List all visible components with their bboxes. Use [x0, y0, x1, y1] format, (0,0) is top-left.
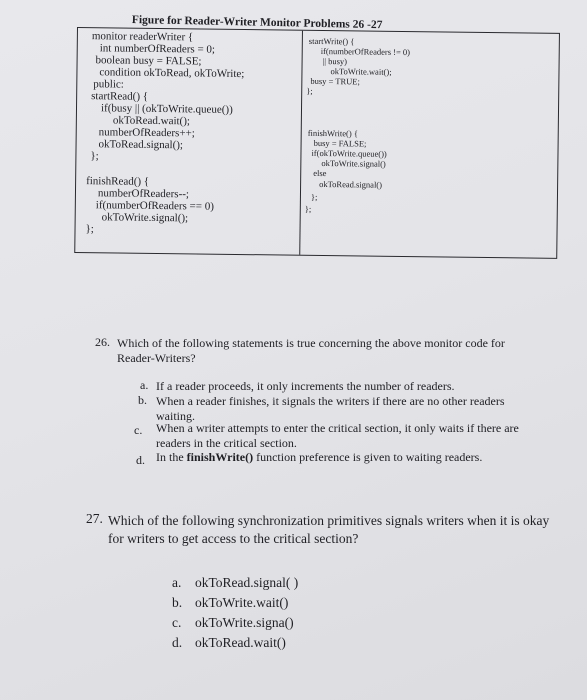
option-text [156, 451, 482, 463]
option-text-bold: finishWrite() [186, 450, 254, 464]
option-letter: d. [136, 453, 145, 467]
option-letter: b. [138, 393, 147, 407]
code-line: if(busy || (okToWrite.queue()) [100, 102, 233, 116]
code-line: int numberOfReaders = 0; [99, 42, 216, 56]
code-line: }; [306, 85, 313, 96]
code-line: boolean busy = FALSE; [95, 54, 202, 68]
option-letter: a. [172, 575, 182, 590]
code-line: finishWrite() { [307, 127, 359, 139]
option-text: When a reader finishes, it signals the writers if there are no other readers waiting. [156, 394, 505, 423]
code-line: numberOfReaders--; [97, 187, 190, 201]
code-line: }; [85, 223, 94, 236]
code-line: else [313, 167, 327, 179]
option-text-part: function preference is given to waiting readers. [253, 450, 483, 464]
monitor-code-figure [74, 27, 560, 259]
question-text: Which of the following synchronization primitives signals writers when it is okay for writers to get access to the critical section? [108, 513, 550, 546]
code-line: startWrite() { [308, 35, 355, 47]
code-line: okToWrite.signal(); [101, 211, 189, 225]
question-number: 27. [86, 511, 103, 526]
code-line: numberOfReaders++; [98, 126, 195, 140]
code-line: monitor readerWriter { [91, 30, 194, 44]
code-line: okToRead.signal(); [98, 138, 184, 152]
code-line: condition okToRead, okToWrite; [99, 66, 245, 81]
code-line: }; [310, 191, 318, 202]
code-line: }; [90, 150, 99, 163]
option-text: okToRead.wait() [195, 635, 286, 650]
code-line: public: [93, 78, 124, 91]
code-line: startRead() { [91, 90, 149, 103]
code-line: || busy) [322, 56, 348, 67]
question-number: 26. [95, 335, 110, 349]
option-letter: c. [172, 615, 182, 630]
option-text: When a writer attempts to enter the critical section, it only waits if there are readers in the critical section. [156, 421, 519, 450]
option-text: okToWrite.wait() [195, 595, 289, 610]
code-line: finishRead() { [86, 175, 150, 188]
code-line: busy = FALSE; [313, 137, 367, 149]
code-line: busy = TRUE; [310, 75, 360, 87]
code-line: okToRead.signal() [319, 178, 383, 190]
option-letter: c. [134, 423, 143, 437]
code-line: okToRead.wait(); [112, 114, 191, 128]
question-text: Which of the following statements is true concerning the above monitor code for Reader-Writers? [117, 336, 505, 365]
code-line: okToWrite.wait(); [330, 66, 392, 77]
code-right-column [299, 31, 561, 258]
figure-title: Figure for Reader-Writer Monitor Problems 26 -27 [131, 14, 383, 32]
code-line: if(numberOfReaders == 0) [95, 199, 214, 213]
option-text: okToWrite.signa() [195, 615, 294, 630]
option-text-part: In the [156, 450, 187, 464]
option-text: okToRead.signal( ) [195, 575, 299, 590]
code-line: if(okToWrite.queue()) [311, 147, 387, 159]
option-letter: b. [172, 595, 183, 610]
option-text: If a reader proceeds, it only increments the number of readers. [156, 379, 455, 393]
code-line: }; [304, 203, 312, 214]
option-letter: a. [140, 378, 149, 392]
code-line: okToWrite.signal() [321, 157, 386, 169]
option-letter: d. [172, 635, 183, 650]
code-line: if(numberOfReaders != 0) [320, 45, 411, 58]
